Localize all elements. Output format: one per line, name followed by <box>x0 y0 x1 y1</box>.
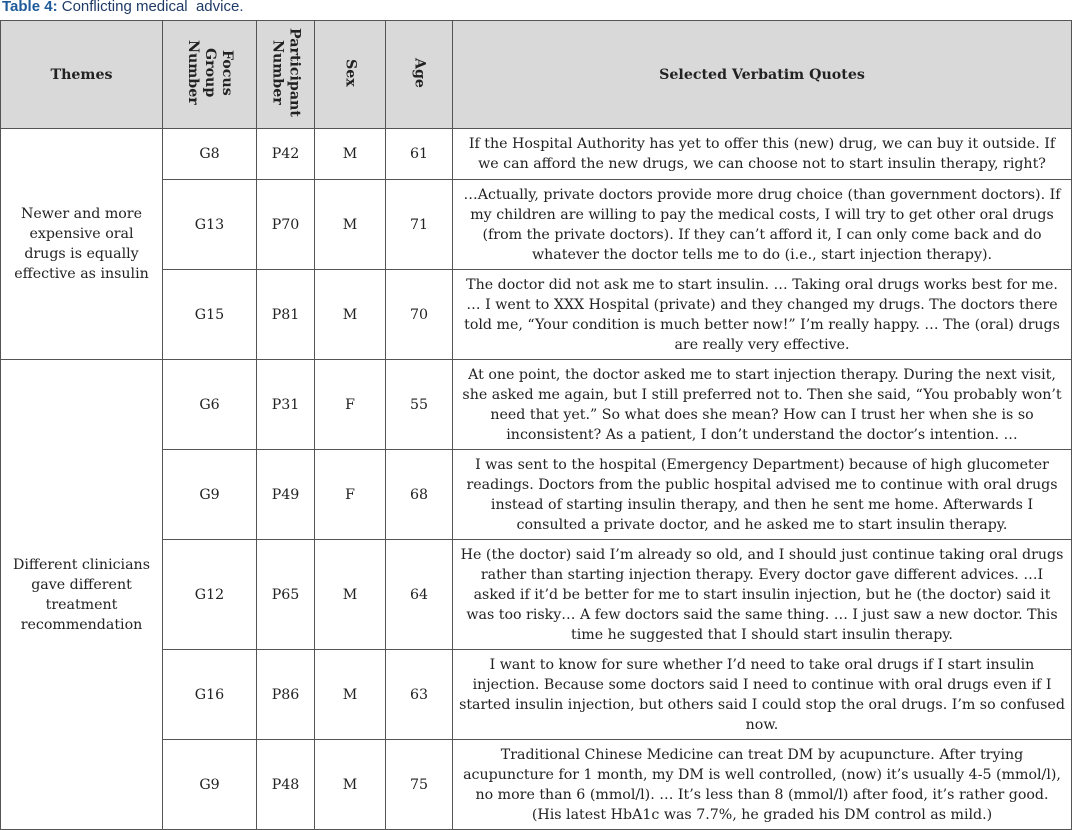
age-cell: 61 <box>386 129 453 180</box>
age-cell: 71 <box>386 180 453 270</box>
header-quotes: Selected Verbatim Quotes <box>453 21 1072 129</box>
quote-cell: The doctor did not ask me to start insulin. … Taking oral drugs works best for me. … I went to XXX Hospital (private) and they changed my drugs. The doctors there told me, “Your condition is much better now!” I’m really happy. … The (oral) drugs are really very effective. <box>453 270 1072 360</box>
quote-cell: Traditional Chinese Medicine can treat DM by acupuncture. After trying acupuncture for 1 month, my DM is well controlled, (now) it’s usually 4-5 (mmol/l), no more than 6 (mmol/l). … It’s less than 8 (mmol/l) after food, it’s rather good. (His latest HbA1c was 7.7%, he graded his DM control as mild.) <box>453 740 1072 830</box>
sex-cell: F <box>315 360 386 450</box>
caption-label: Table 4: <box>2 0 58 15</box>
theme-cell-different-clinicians: Different clinicians gave different treatment recommendation <box>1 360 163 830</box>
quote-cell: At one point, the doctor asked me to start injection therapy. During the next visit, she asked me again, but I still preferred not to. Then she said, “You probably won’t need that yet.” So what does she mean? How can I trust her when she is so inconsistent? As a patient, I don’t understand the doctor’s intention. … <box>453 360 1072 450</box>
header-themes: Themes <box>1 21 163 129</box>
table-row <box>1 129 1072 180</box>
participant-cell: P86 <box>257 650 315 740</box>
age-cell: 64 <box>386 540 453 650</box>
header-sex-label: Sex <box>342 58 359 87</box>
age-cell: 68 <box>386 450 453 540</box>
participant-cell: P42 <box>257 129 315 180</box>
group-cell: G8 <box>163 129 257 180</box>
participant-cell: P31 <box>257 360 315 450</box>
group-cell: G13 <box>163 180 257 270</box>
table-row <box>1 360 1072 450</box>
conflicting-advice-table <box>0 20 1072 830</box>
sex-cell: F <box>315 450 386 540</box>
header-sex <box>315 21 386 129</box>
sex-cell: M <box>315 540 386 650</box>
sex-cell: M <box>315 129 386 180</box>
header-focus-group-label: Focus Group Number <box>185 40 235 105</box>
header-age <box>386 21 453 129</box>
quote-cell: …Actually, private doctors provide more drug choice (than government doctors). If my children are willing to pay the medical costs, I will try to get other oral drugs (from the private doctors). If they can’t afford it, I can only come back and do whatever the doctor tells me to do (i.e., start injection therapy). <box>453 180 1072 270</box>
participant-cell: P48 <box>257 740 315 830</box>
participant-cell: P49 <box>257 450 315 540</box>
sex-cell: M <box>315 180 386 270</box>
group-cell: G15 <box>163 270 257 360</box>
group-cell: G6 <box>163 360 257 450</box>
quote-cell: I want to know for sure whether I’d need to take oral drugs if I start insulin injection. Because some doctors said I need to continue with oral drugs even if I started insulin injection, but others said I could stop the oral drugs. I’m so confused now. <box>453 650 1072 740</box>
header-age-label: Age <box>411 57 428 88</box>
caption-text: Conflicting medical advice. <box>57 0 244 15</box>
group-cell: G9 <box>163 450 257 540</box>
age-cell: 75 <box>386 740 453 830</box>
participant-cell: P70 <box>257 180 315 270</box>
header-participant-label: Participant Number <box>269 28 303 117</box>
sex-cell: M <box>315 650 386 740</box>
age-cell: 63 <box>386 650 453 740</box>
participant-cell: P81 <box>257 270 315 360</box>
age-cell: 70 <box>386 270 453 360</box>
header-participant <box>257 21 315 129</box>
group-cell: G12 <box>163 540 257 650</box>
quote-cell: If the Hospital Authority has yet to offer this (new) drug, we can buy it outside. If we can afford the new drugs, we can choose not to start insulin therapy, right? <box>453 129 1072 180</box>
theme-cell-expensive-drugs: Newer and more expensive oral drugs is equally effective as insulin <box>1 129 163 360</box>
table-caption <box>2 0 244 17</box>
header-row <box>1 21 1072 129</box>
sex-cell: M <box>315 270 386 360</box>
age-cell: 55 <box>386 360 453 450</box>
quote-cell: He (the doctor) said I’m already so old, and I should just continue taking oral drugs rather than starting injection therapy. Every doctor gave different advices. …I asked if it’d be better for me to start insulin injection, but he (the doctor) said it was too risky… A few doctors said the same thing. … I just saw a new doctor. This time he suggested that I should start insulin therapy. <box>453 540 1072 650</box>
participant-cell: P65 <box>257 540 315 650</box>
quote-cell: I was sent to the hospital (Emergency Department) because of high glucometer readings. Doctors from the public hospital advised me to continue with oral drugs instead of starting insulin therapy, and then he sent me home. Afterwards I consulted a private doctor, and he asked me to start insulin therapy. <box>453 450 1072 540</box>
group-cell: G16 <box>163 650 257 740</box>
header-focus-group <box>163 21 257 129</box>
group-cell: G9 <box>163 740 257 830</box>
sex-cell: M <box>315 740 386 830</box>
